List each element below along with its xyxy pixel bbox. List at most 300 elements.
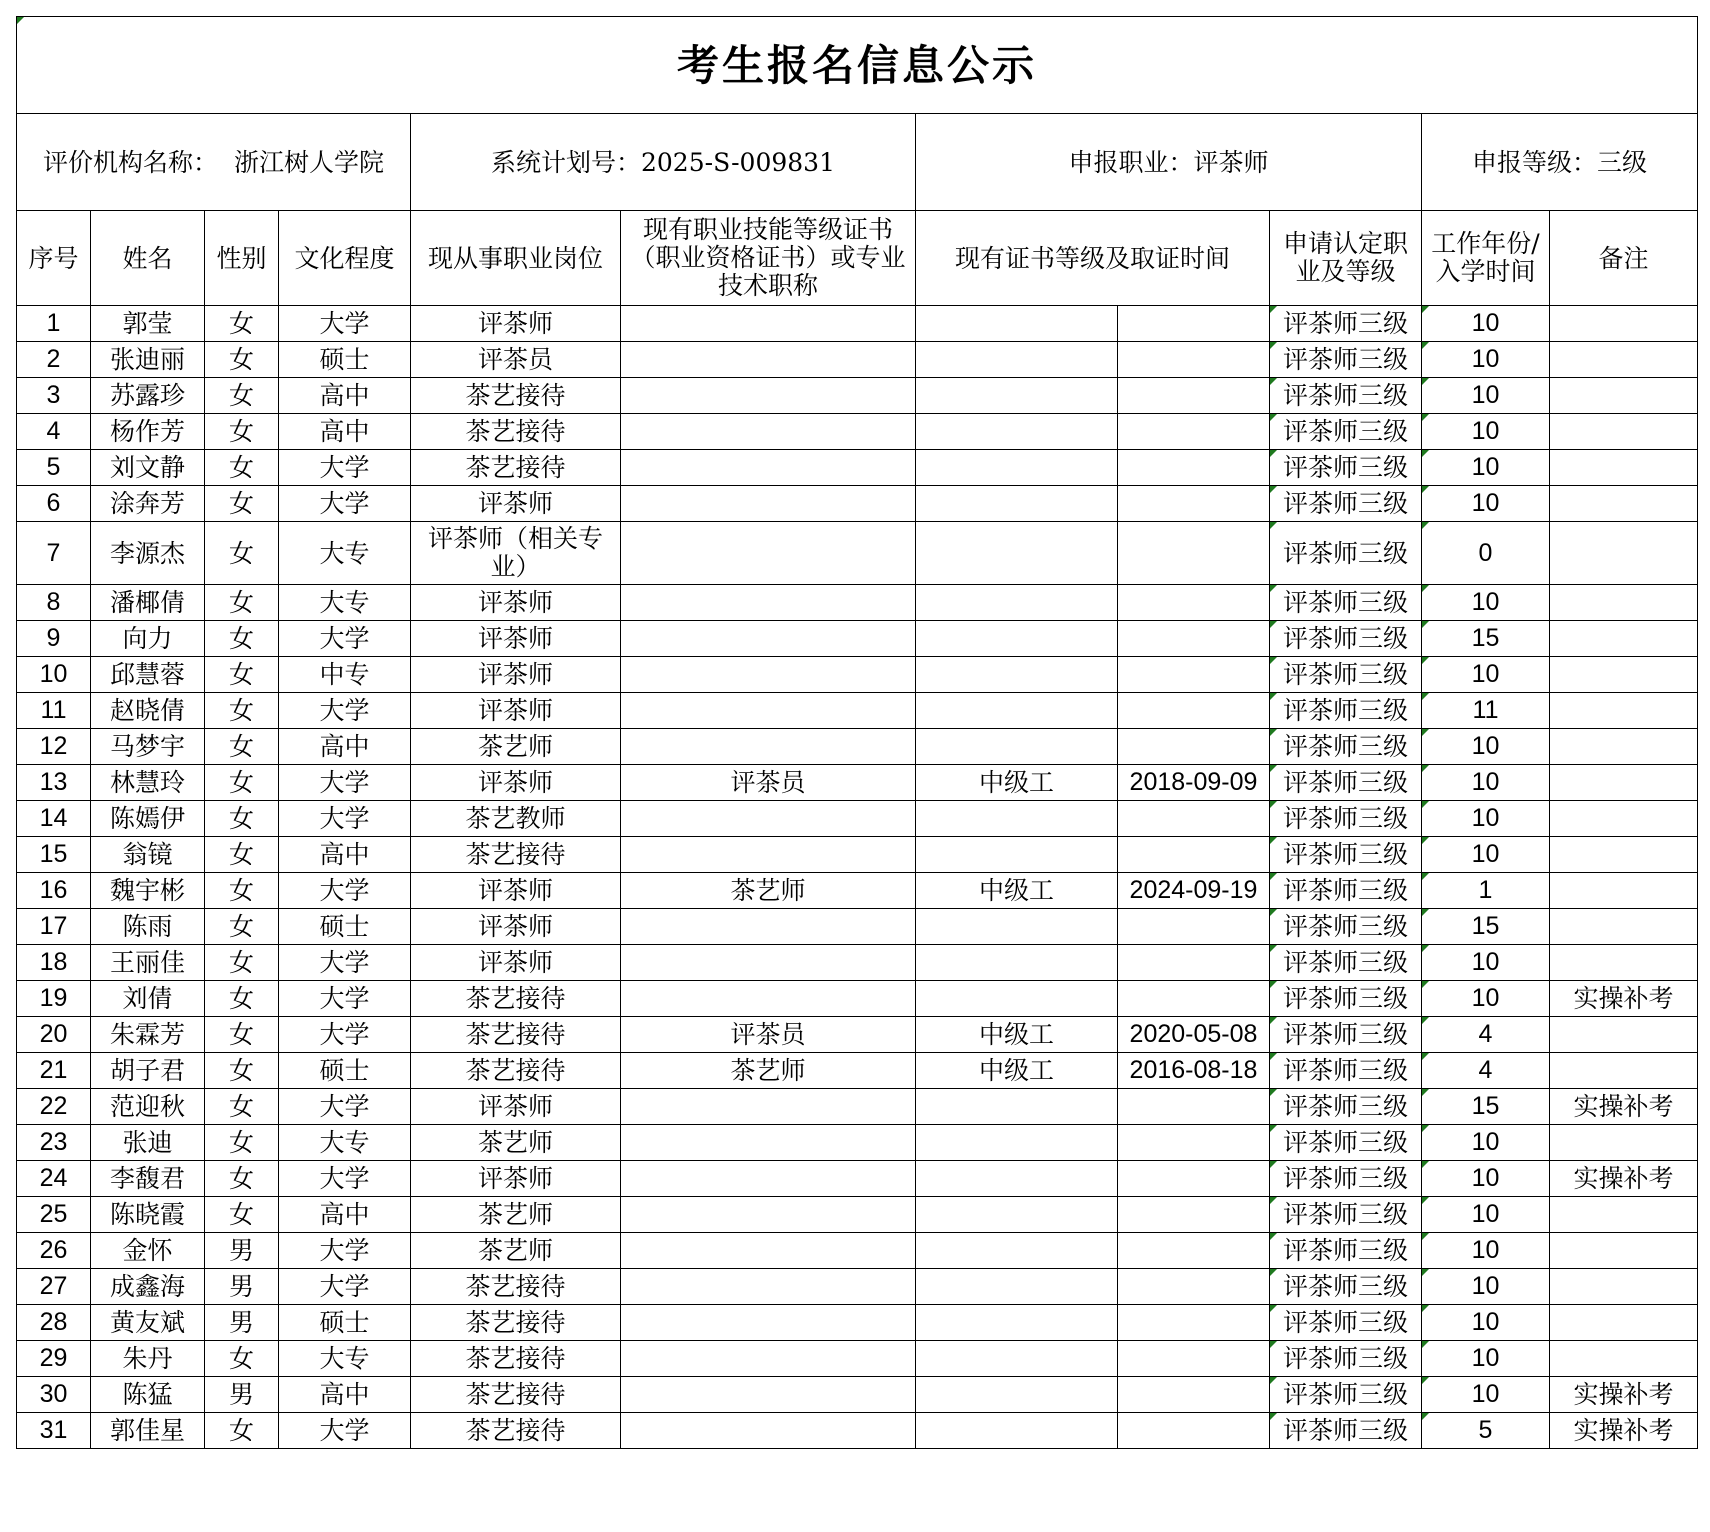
cell-cert-title: [621, 1161, 916, 1197]
cell-cert-date: [1118, 1197, 1270, 1233]
cell-seq: 27: [17, 1269, 91, 1305]
cell-cert-title: [621, 1233, 916, 1269]
table-row: [17, 306, 1698, 342]
cell-apply: 评茶师三级: [1270, 486, 1422, 522]
cell-cert-date: [1118, 1413, 1270, 1449]
cell-gender: 女: [205, 486, 279, 522]
cell-position: 茶艺师: [411, 729, 621, 765]
cell-remark: 实操补考: [1550, 1413, 1698, 1449]
cell-seq: 4: [17, 414, 91, 450]
cell-position: 评茶师: [411, 621, 621, 657]
cell-cert-date: [1118, 981, 1270, 1017]
cell-position: 评茶员: [411, 342, 621, 378]
cell-cert-title: [621, 522, 916, 585]
cell-cert-title: [621, 837, 916, 873]
cell-cert-level: [916, 486, 1118, 522]
cell-remark: [1550, 765, 1698, 801]
table-row: [17, 1341, 1698, 1377]
cell-remark: 实操补考: [1550, 1161, 1698, 1197]
cell-apply: 评茶师三级: [1270, 981, 1422, 1017]
table-row: [17, 765, 1698, 801]
table-row: [17, 1413, 1698, 1449]
cell-cert-title: [621, 378, 916, 414]
cell-name: 马梦宇: [91, 729, 205, 765]
registration-table: [16, 16, 1698, 1449]
cell-gender: 女: [205, 945, 279, 981]
cell-position: 茶艺接待: [411, 1017, 621, 1053]
cell-remark: 实操补考: [1550, 1089, 1698, 1125]
cell-remark: [1550, 909, 1698, 945]
cell-seq: 30: [17, 1377, 91, 1413]
cell-name: 涂奔芳: [91, 486, 205, 522]
cell-gender: 男: [205, 1233, 279, 1269]
cell-education: 高中: [279, 837, 411, 873]
cell-apply: 评茶师三级: [1270, 585, 1422, 621]
cell-gender: 女: [205, 1161, 279, 1197]
cell-remark: [1550, 621, 1698, 657]
cell-name: 金怀: [91, 1233, 205, 1269]
cell-remark: [1550, 945, 1698, 981]
cell-education: 硕士: [279, 1053, 411, 1089]
cell-gender: 女: [205, 378, 279, 414]
cell-gender: 女: [205, 450, 279, 486]
cell-position: 茶艺师: [411, 1125, 621, 1161]
cell-seq: 14: [17, 801, 91, 837]
cell-position: 茶艺接待: [411, 981, 621, 1017]
cell-cert-level: [916, 1197, 1118, 1233]
cell-seq: 3: [17, 378, 91, 414]
cell-name: 张迪丽: [91, 342, 205, 378]
cell-remark: [1550, 414, 1698, 450]
cell-gender: 女: [205, 765, 279, 801]
cell-seq: 25: [17, 1197, 91, 1233]
cell-cert-title: [621, 342, 916, 378]
table-row: [17, 945, 1698, 981]
cell-cert-date: [1118, 801, 1270, 837]
cell-cert-date: [1118, 522, 1270, 585]
cell-apply: 评茶师三级: [1270, 522, 1422, 585]
header-name: 姓名: [91, 211, 205, 306]
cell-name: 李源杰: [91, 522, 205, 585]
cell-cert-title: [621, 585, 916, 621]
cell-seq: 6: [17, 486, 91, 522]
table-row: [17, 1053, 1698, 1089]
cell-seq: 11: [17, 693, 91, 729]
cell-years: 10: [1422, 1377, 1550, 1413]
cell-cert-date: [1118, 486, 1270, 522]
cell-cert-date: [1118, 1341, 1270, 1377]
cell-position: 茶艺接待: [411, 1341, 621, 1377]
cell-cert-level: [916, 1089, 1118, 1125]
cell-cert-level: [916, 909, 1118, 945]
cell-position: 茶艺师: [411, 1197, 621, 1233]
header-apply: 申请认定职业及等级: [1270, 211, 1422, 306]
cell-gender: 女: [205, 693, 279, 729]
cell-remark: [1550, 585, 1698, 621]
cell-gender: 男: [205, 1269, 279, 1305]
table-row: [17, 342, 1698, 378]
table-row: [17, 1197, 1698, 1233]
cell-cert-title: [621, 801, 916, 837]
cell-gender: 女: [205, 1125, 279, 1161]
cell-seq: 12: [17, 729, 91, 765]
cell-education: 高中: [279, 1377, 411, 1413]
cell-remark: [1550, 1197, 1698, 1233]
cell-apply: 评茶师三级: [1270, 1017, 1422, 1053]
cell-apply: 评茶师三级: [1270, 657, 1422, 693]
cell-education: 高中: [279, 729, 411, 765]
cell-cert-title: [621, 945, 916, 981]
cell-remark: [1550, 1305, 1698, 1341]
page-title: 考生报名信息公示: [17, 17, 1698, 114]
table-row: [17, 621, 1698, 657]
cell-education: 硕士: [279, 909, 411, 945]
cell-cert-level: [916, 657, 1118, 693]
cell-cert-date: [1118, 909, 1270, 945]
cell-education: 高中: [279, 1197, 411, 1233]
cell-seq: 28: [17, 1305, 91, 1341]
cell-cert-date: [1118, 1233, 1270, 1269]
cell-gender: 女: [205, 729, 279, 765]
cell-cert-date: 2020-05-08: [1118, 1017, 1270, 1053]
cell-remark: [1550, 693, 1698, 729]
cell-cert-title: [621, 657, 916, 693]
cell-cert-level: [916, 414, 1118, 450]
header-remark: 备注: [1550, 211, 1698, 306]
table-row: [17, 450, 1698, 486]
cell-education: 大学: [279, 306, 411, 342]
cell-remark: 实操补考: [1550, 1377, 1698, 1413]
cell-cert-date: [1118, 306, 1270, 342]
cell-cert-level: 中级工: [916, 1053, 1118, 1089]
cell-gender: 女: [205, 801, 279, 837]
cell-cert-level: [916, 981, 1118, 1017]
cell-cert-title: [621, 693, 916, 729]
cell-cert-level: [916, 945, 1118, 981]
cell-cert-title: [621, 1377, 916, 1413]
cell-cert-title: [621, 1269, 916, 1305]
cell-gender: 女: [205, 981, 279, 1017]
cell-education: 大学: [279, 801, 411, 837]
cell-name: 朱霖芳: [91, 1017, 205, 1053]
cell-years: 10: [1422, 801, 1550, 837]
cell-position: 评茶师: [411, 657, 621, 693]
cell-years: 5: [1422, 1413, 1550, 1449]
cell-gender: 女: [205, 585, 279, 621]
cell-apply: 评茶师三级: [1270, 945, 1422, 981]
cell-name: 陈嫣伊: [91, 801, 205, 837]
cell-position: 评茶师: [411, 945, 621, 981]
cell-apply: 评茶师三级: [1270, 873, 1422, 909]
cell-position: 茶艺接待: [411, 1305, 621, 1341]
cell-name: 刘倩: [91, 981, 205, 1017]
cell-years: 15: [1422, 909, 1550, 945]
cell-name: 李馥君: [91, 1161, 205, 1197]
cell-remark: [1550, 378, 1698, 414]
cell-cert-level: [916, 342, 1118, 378]
cell-education: 大专: [279, 1125, 411, 1161]
cell-apply: 评茶师三级: [1270, 909, 1422, 945]
cell-cert-date: [1118, 414, 1270, 450]
cell-seq: 26: [17, 1233, 91, 1269]
cell-cert-title: [621, 909, 916, 945]
cell-name: 苏露珍: [91, 378, 205, 414]
cell-gender: 女: [205, 873, 279, 909]
cell-education: 大学: [279, 945, 411, 981]
cell-remark: [1550, 450, 1698, 486]
cell-years: 10: [1422, 945, 1550, 981]
cell-education: 硕士: [279, 1305, 411, 1341]
cell-apply: 评茶师三级: [1270, 1341, 1422, 1377]
cell-cert-date: [1118, 1269, 1270, 1305]
cell-years: 15: [1422, 621, 1550, 657]
header-seq: 序号: [17, 211, 91, 306]
cell-position: 评茶师: [411, 486, 621, 522]
cell-education: 大学: [279, 1161, 411, 1197]
header-position: 现从事职业岗位: [411, 211, 621, 306]
cell-cert-level: 中级工: [916, 1017, 1118, 1053]
cell-years: 10: [1422, 837, 1550, 873]
cell-cert-level: [916, 1161, 1118, 1197]
cell-cert-date: [1118, 1377, 1270, 1413]
cell-education: 中专: [279, 657, 411, 693]
header-education: 文化程度: [279, 211, 411, 306]
table-row: [17, 801, 1698, 837]
cell-position: 评茶师: [411, 1089, 621, 1125]
cell-apply: 评茶师三级: [1270, 378, 1422, 414]
cell-name: 成鑫海: [91, 1269, 205, 1305]
cell-seq: 29: [17, 1341, 91, 1377]
cell-years: 10: [1422, 1125, 1550, 1161]
cell-education: 大专: [279, 1341, 411, 1377]
cell-education: 高中: [279, 414, 411, 450]
cell-position: 茶艺接待: [411, 837, 621, 873]
cell-education: 硕士: [279, 342, 411, 378]
cell-remark: [1550, 342, 1698, 378]
cell-cert-title: [621, 729, 916, 765]
cell-gender: 男: [205, 1377, 279, 1413]
cell-name: 王丽佳: [91, 945, 205, 981]
cell-remark: 实操补考: [1550, 981, 1698, 1017]
cell-position: 茶艺接待: [411, 414, 621, 450]
cell-gender: 女: [205, 1413, 279, 1449]
cell-education: 大学: [279, 1089, 411, 1125]
table-row: [17, 522, 1698, 585]
cell-cert-date: [1118, 1089, 1270, 1125]
cell-years: 0: [1422, 522, 1550, 585]
cell-cert-date: [1118, 945, 1270, 981]
cell-gender: 女: [205, 657, 279, 693]
table-row: [17, 1233, 1698, 1269]
cell-cert-date: [1118, 1125, 1270, 1161]
cell-gender: 女: [205, 414, 279, 450]
cell-cert-level: [916, 585, 1118, 621]
cell-apply: 评茶师三级: [1270, 1413, 1422, 1449]
cell-seq: 23: [17, 1125, 91, 1161]
table-row: [17, 1377, 1698, 1413]
cell-name: 郭莹: [91, 306, 205, 342]
cell-seq: 21: [17, 1053, 91, 1089]
cell-gender: 女: [205, 1197, 279, 1233]
table-row: [17, 909, 1698, 945]
cell-cert-level: [916, 306, 1118, 342]
cell-apply: 评茶师三级: [1270, 1305, 1422, 1341]
cell-cert-level: [916, 693, 1118, 729]
cell-apply: 评茶师三级: [1270, 1089, 1422, 1125]
cell-cert-title: 茶艺师: [621, 1053, 916, 1089]
cell-seq: 19: [17, 981, 91, 1017]
cell-cert-date: [1118, 378, 1270, 414]
cell-cert-title: [621, 1341, 916, 1377]
cell-years: 10: [1422, 414, 1550, 450]
cell-cert-title: [621, 306, 916, 342]
table-row: [17, 378, 1698, 414]
cell-position: 评茶师: [411, 306, 621, 342]
cell-gender: 男: [205, 1305, 279, 1341]
table-row: [17, 693, 1698, 729]
cell-cert-date: [1118, 729, 1270, 765]
cell-cert-date: [1118, 1305, 1270, 1341]
cell-cert-title: [621, 450, 916, 486]
cell-apply: 评茶师三级: [1270, 1233, 1422, 1269]
cell-cert-title: [621, 1197, 916, 1233]
table-row: [17, 837, 1698, 873]
table-row: [17, 729, 1698, 765]
cell-seq: 1: [17, 306, 91, 342]
cell-years: 15: [1422, 1089, 1550, 1125]
cell-remark: [1550, 729, 1698, 765]
cell-years: 10: [1422, 981, 1550, 1017]
header-cert-level-time: 现有证书等级及取证时间: [916, 211, 1270, 306]
cell-position: 评茶师: [411, 909, 621, 945]
cell-name: 邱慧蓉: [91, 657, 205, 693]
cell-seq: 20: [17, 1017, 91, 1053]
cell-position: 评茶师: [411, 1161, 621, 1197]
table-row: [17, 1305, 1698, 1341]
cell-cert-title: [621, 1305, 916, 1341]
cell-apply: 评茶师三级: [1270, 1125, 1422, 1161]
cell-cert-level: [916, 801, 1118, 837]
cell-years: 11: [1422, 693, 1550, 729]
cell-remark: [1550, 306, 1698, 342]
cell-position: 茶艺接待: [411, 1053, 621, 1089]
cell-apply: 评茶师三级: [1270, 729, 1422, 765]
cell-apply: 评茶师三级: [1270, 621, 1422, 657]
cell-seq: 15: [17, 837, 91, 873]
header-years: 工作年份/入学时间: [1422, 211, 1550, 306]
cell-cert-date: 2018-09-09: [1118, 765, 1270, 801]
cell-position: 茶艺接待: [411, 1269, 621, 1305]
cell-years: 10: [1422, 450, 1550, 486]
cell-name: 胡子君: [91, 1053, 205, 1089]
cell-name: 陈晓霞: [91, 1197, 205, 1233]
cell-name: 杨作芳: [91, 414, 205, 450]
table-row: [17, 657, 1698, 693]
cell-education: 大学: [279, 1413, 411, 1449]
cell-education: 大学: [279, 1269, 411, 1305]
cell-cert-level: [916, 1305, 1118, 1341]
cell-education: 大学: [279, 765, 411, 801]
cell-seq: 31: [17, 1413, 91, 1449]
cell-years: 10: [1422, 1161, 1550, 1197]
cell-remark: [1550, 1053, 1698, 1089]
cell-position: 茶艺师: [411, 1233, 621, 1269]
cell-years: 10: [1422, 765, 1550, 801]
cell-name: 朱丹: [91, 1341, 205, 1377]
declared-level: 申报等级：三级: [1422, 114, 1698, 211]
table-row: [17, 1017, 1698, 1053]
cell-remark: [1550, 837, 1698, 873]
cell-cert-title: [621, 1413, 916, 1449]
cell-cert-date: [1118, 450, 1270, 486]
cell-gender: 女: [205, 306, 279, 342]
cell-seq: 7: [17, 522, 91, 585]
cell-education: 大学: [279, 981, 411, 1017]
cell-remark: [1550, 1017, 1698, 1053]
declared-occupation: 申报职业：评茶师: [916, 114, 1422, 211]
cell-seq: 2: [17, 342, 91, 378]
cell-cert-level: [916, 522, 1118, 585]
cell-years: 10: [1422, 1305, 1550, 1341]
cell-seq: 5: [17, 450, 91, 486]
cell-remark: [1550, 486, 1698, 522]
cell-position: 评茶师: [411, 585, 621, 621]
cell-seq: 16: [17, 873, 91, 909]
cell-seq: 18: [17, 945, 91, 981]
cell-gender: 女: [205, 621, 279, 657]
cell-gender: 女: [205, 1017, 279, 1053]
cell-name: 刘文静: [91, 450, 205, 486]
cell-seq: 8: [17, 585, 91, 621]
cell-name: 黄友斌: [91, 1305, 205, 1341]
cell-cert-level: [916, 1377, 1118, 1413]
cell-education: 大专: [279, 522, 411, 585]
cell-years: 4: [1422, 1017, 1550, 1053]
cell-position: 评茶师: [411, 765, 621, 801]
cell-position: 茶艺接待: [411, 1413, 621, 1449]
cell-apply: 评茶师三级: [1270, 1161, 1422, 1197]
cell-apply: 评茶师三级: [1270, 1197, 1422, 1233]
cell-name: 翁镜: [91, 837, 205, 873]
cell-years: 4: [1422, 1053, 1550, 1089]
cell-cert-level: [916, 450, 1118, 486]
cell-gender: 女: [205, 837, 279, 873]
cell-cert-date: [1118, 693, 1270, 729]
cell-position: 茶艺教师: [411, 801, 621, 837]
cell-cert-title: [621, 621, 916, 657]
table-row: [17, 414, 1698, 450]
cell-name: 魏宇彬: [91, 873, 205, 909]
plan-number: 系统计划号：2025-S-009831: [411, 114, 916, 211]
cell-apply: 评茶师三级: [1270, 693, 1422, 729]
cell-cert-level: [916, 378, 1118, 414]
cell-cert-title: [621, 981, 916, 1017]
table-row: [17, 486, 1698, 522]
cell-cert-date: [1118, 342, 1270, 378]
cell-name: 郭佳星: [91, 1413, 205, 1449]
table-row: [17, 1161, 1698, 1197]
cell-cert-date: [1118, 621, 1270, 657]
cell-remark: [1550, 1233, 1698, 1269]
cell-name: 林慧玲: [91, 765, 205, 801]
cell-apply: 评茶师三级: [1270, 837, 1422, 873]
cell-seq: 22: [17, 1089, 91, 1125]
cell-position: 评茶师: [411, 693, 621, 729]
cell-gender: 女: [205, 522, 279, 585]
cell-gender: 女: [205, 909, 279, 945]
cell-cert-date: [1118, 837, 1270, 873]
cell-years: 10: [1422, 378, 1550, 414]
